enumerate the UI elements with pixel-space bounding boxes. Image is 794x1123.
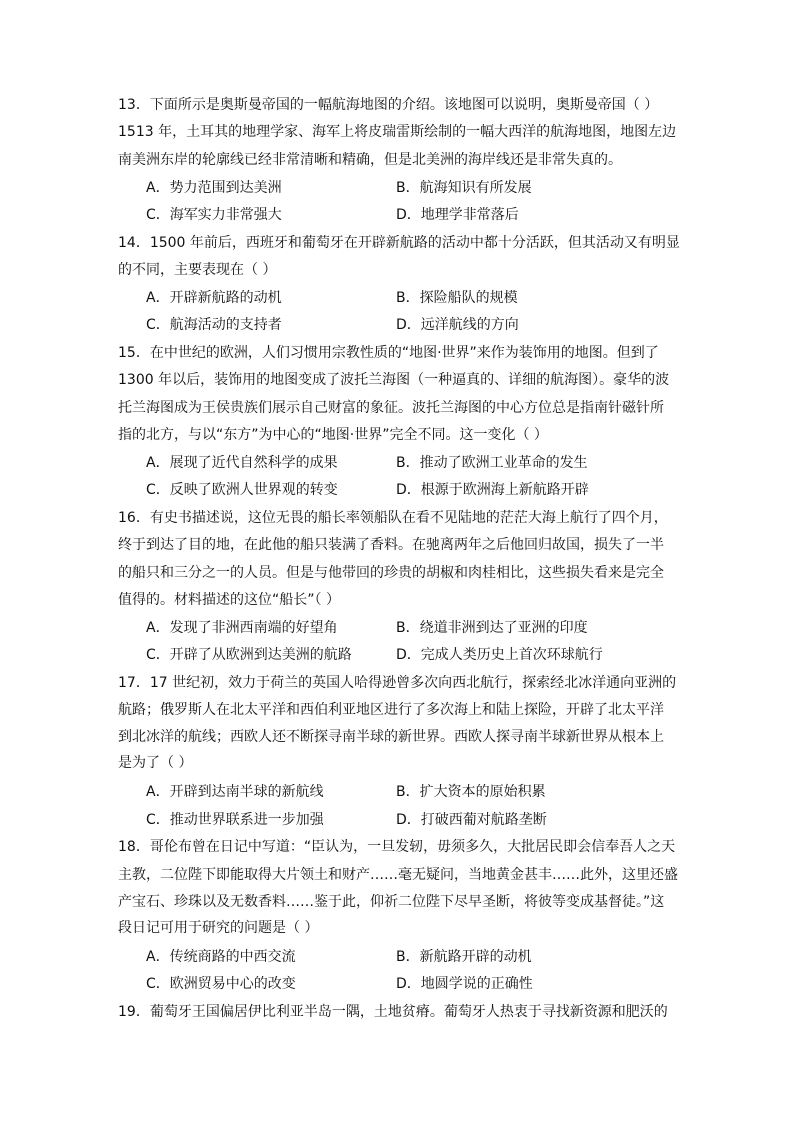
question-17-line-4: 是为了（ ） (118, 755, 193, 771)
question-13-option-c[interactable]: C．海军实力非常强大 (146, 207, 282, 223)
question-18-line-4: 段日记可用于研究的问题是（ ） (118, 920, 319, 936)
question-17-line-2: 航路；俄罗斯人在北太平洋和西伯利亚地区进行了多次海上和陆上探险，开辟了北太平洋 (118, 702, 664, 718)
question-16-option-b[interactable]: B．绕道非洲到达了亚洲的印度 (396, 620, 588, 636)
question-18-line-2: 主教，二位陛下即能取得大片领土和财产……毫无疑问，当地黄金甚丰……此外，这里还盛 (118, 867, 678, 883)
question-15-option-c[interactable]: C．反映了欧洲人世界观的转变 (146, 482, 338, 498)
question-14-line-2: 的不同，主要表现在（ ） (118, 262, 277, 278)
question-17-option-d[interactable]: D．打破西葡对航路垄断 (396, 812, 547, 828)
question-17-line-3: 到北冰洋的航线；西欧人还不断探寻南半球的新世界。西欧人探寻南半球新世界从根本上 (118, 729, 664, 745)
question-14-option-c[interactable]: C．航海活动的支持者 (146, 317, 282, 333)
question-15-line-2: 1300 年以后，装饰用的地图变成了波托兰海图（一种逼真的、详细的航海图）。豪华的波 (118, 372, 670, 388)
question-15-option-b[interactable]: B．推动了欧洲工业革命的发生 (396, 455, 588, 471)
question-14-option-d[interactable]: D．远洋航线的方向 (396, 317, 519, 333)
question-15-line-4: 指的北方，与以“东方”为中心的“地图·世界”完全不同。这一变化（ ） (118, 427, 548, 443)
question-14-line-1: 14．1500 年前后，西班牙和葡萄牙在开辟新航路的活动中都十分活跃，但其活动又有明显 (118, 235, 680, 251)
question-18-line-3: 产宝石、珍珠以及无数香料……鉴于此，仰祈二位陛下尽早圣断，将彼等变成基督徒。”这 (118, 894, 665, 910)
question-17-option-c[interactable]: C．推动世界联系进一步加强 (146, 812, 324, 828)
question-13-line-2: 1513 年，土耳其的地理学家、海军上将皮瑞雷斯绘制的一幅大西洋的航海地图，地图左边 (118, 124, 677, 140)
question-14-option-b[interactable]: B．探险船队的规模 (396, 290, 518, 306)
question-18-option-d[interactable]: D．地圆学说的正确性 (396, 976, 533, 992)
question-18-option-a[interactable]: A．传统商路的中西交流 (146, 949, 296, 965)
question-15-line-1: 15．在中世纪的欧洲，人们习惯用宗教性质的“地图·世界”来作为装饰用的地图。但到了 (118, 345, 659, 361)
question-16-line-1: 16．有史书描述说，这位无畏的船长率领船队在看不见陆地的茫茫大海上航行了四个月， (118, 510, 668, 526)
question-15-line-3: 托兰海图成为王侯贵族们展示自己财富的象征。波托兰海图的中心方位总是指南针磁针所 (118, 400, 664, 416)
question-18-line-1: 18．哥伦布曾在日记中写道：“臣认为，一旦发轫，毋须多久，大批居民即会信奉吾人之天 (118, 839, 676, 855)
question-16-option-a[interactable]: A．发现了非洲西南端的好望角 (146, 620, 338, 636)
question-16-line-3: 的船只和三分之一的人员。但是与他带回的珍贵的胡椒和肉桂相比，这些损失看来是完全 (118, 565, 664, 581)
question-16-option-c[interactable]: C．开辟了从欧洲到达美洲的航路 (146, 647, 352, 663)
question-15-option-d[interactable]: D．根源于欧洲海上新航路开辟 (396, 482, 589, 498)
question-13-line-3: 南美洲东岸的轮廓线已经非常清晰和精确，但是北美洲的海岸线还是非常失真的。 (118, 152, 622, 168)
question-16-line-4: 值得的。材料描述的这位“船长”（ ） (118, 592, 340, 608)
question-17-line-1: 17．17 世纪初，效力于荷兰的英国人哈得逊曾多次向西北航行，探索经北冰洋通向亚洲的 (118, 675, 677, 691)
question-17-option-b[interactable]: B．扩大资本的原始积累 (396, 784, 546, 800)
question-13-option-a[interactable]: A．势力范围到达美洲 (146, 180, 282, 196)
question-18-option-b[interactable]: B．新航路开辟的动机 (396, 949, 532, 965)
question-16-option-d[interactable]: D．完成人类历史上首次环球航行 (396, 647, 603, 663)
question-17-option-a[interactable]: A．开辟到达南半球的新航线 (146, 784, 324, 800)
question-13-line-1: 13．下面所示是奥斯曼帝国的一幅航海地图的介绍。该地图可以说明，奥斯曼帝国（ ） (118, 97, 659, 113)
question-13-option-b[interactable]: B．航海知识有所发展 (396, 180, 532, 196)
question-14-option-a[interactable]: A．开辟新航路的动机 (146, 290, 282, 306)
question-13-option-d[interactable]: D．地理学非常落后 (396, 207, 519, 223)
question-18-option-c[interactable]: C．欧洲贸易中心的改变 (146, 976, 296, 992)
question-15-option-a[interactable]: A．展现了近代自然科学的成果 (146, 455, 338, 471)
question-19-line-1: 19．葡萄牙王国偏居伊比利亚半岛一隅，土地贫瘠。葡萄牙人热衷于寻找新资源和肥沃的 (118, 1004, 668, 1020)
question-16-line-2: 终于到达了目的地，在此他的船只装满了香料。在驰离两年之后他回归故国，损失了一半 (118, 537, 664, 553)
